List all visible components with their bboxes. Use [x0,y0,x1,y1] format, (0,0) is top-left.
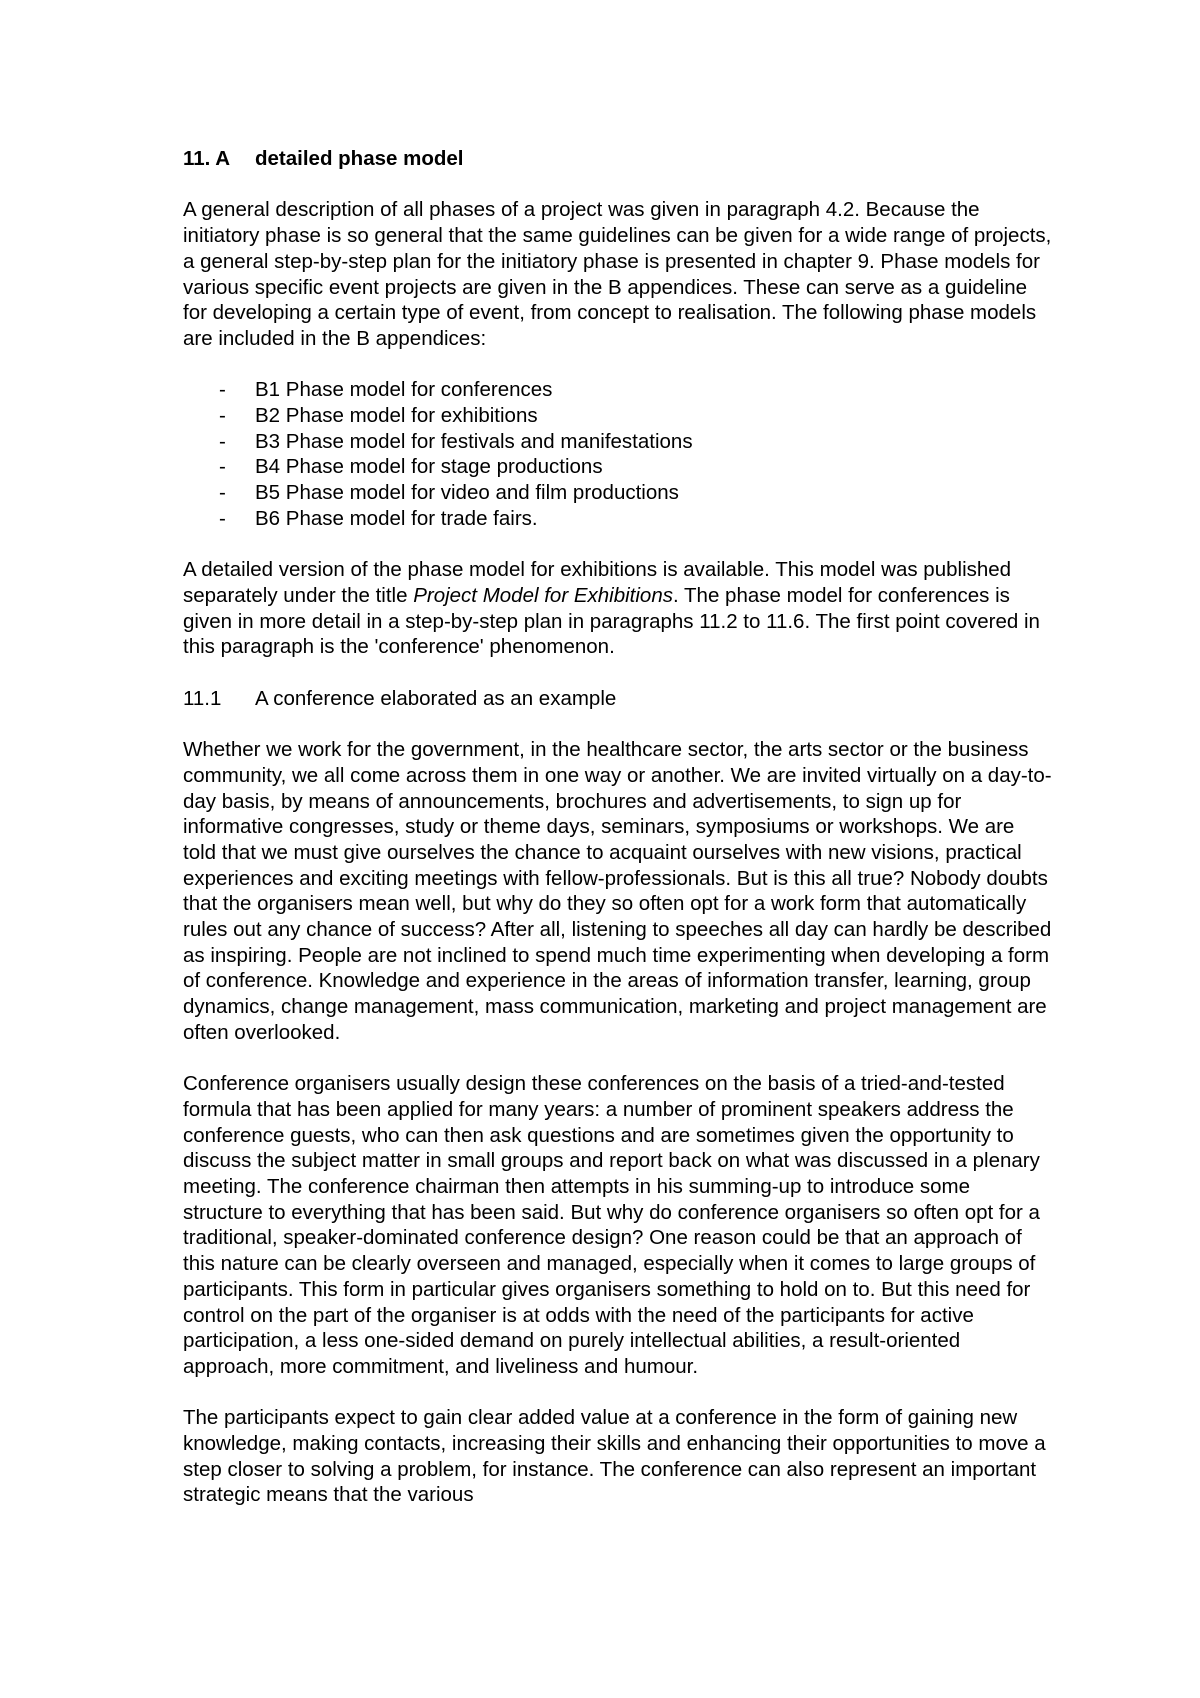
detail-text-after: . The phase model for conferences is given in more detail in a step-by-step plan in paragraphs 11.2 to 11.6. The first point covered in this paragraph is the 'conference' phenomenon. [183,583,1040,659]
document-page [183,146,1053,1534]
chapter-title: detailed phase model [255,147,464,170]
chapter-heading [183,146,1053,172]
list-item-text: B3 Phase model for festivals and manifestations [255,429,693,453]
list-item-text: B6 Phase model for trade fairs. [255,506,538,530]
section-heading [183,686,1053,712]
list-item [183,403,1053,429]
phase-model-list [183,377,1053,531]
list-item-text: B1 Phase model for conferences [255,378,553,402]
list-item [183,429,1053,455]
list-bullet: - [219,404,226,427]
list-bullet: - [219,506,226,530]
list-item-text: B2 Phase model for exhibitions [255,404,538,427]
chapter-number: 11. A [183,147,231,170]
list-item [183,377,1053,403]
publication-title: Project Model for Exhibitions [413,583,673,607]
section-number: 11.1 [183,686,222,710]
intro-paragraph: A general description of all phases of a project was given in paragraph 4.2. Because the initiatory phase is so general that the same guidelines can be given for a wide range of projects, a general step-by-step plan for the initiatory phase is presented in chapter 9. Phase models for various specific event projects are given in the B appendices. These can serve as a guideline for developing a certain type of event, from concept to realisation. The following phase models are included in the B appendices: [183,198,1052,350]
list-bullet: - [219,378,226,402]
list-bullet: - [219,481,226,505]
detail-text-before: A detailed version of the phase model for exhibitions is available. This model was published separately under the title [183,558,1012,607]
body-paragraph: The participants expect to gain clear added value at a conference in the form of gaining new knowledge, making contacts, increasing their skills and enhancing their opportunities to move a step closer to solving a problem, for instance. The conference can also represent an important strategic means that the various [183,1406,1046,1507]
list-item [183,480,1053,506]
list-item-text: B4 Phase model for stage productions [255,455,603,479]
list-item [183,506,1053,532]
detail-paragraph [183,557,1053,660]
list-item-text: B5 Phase model for video and film productions [255,481,679,505]
list-item [183,454,1053,480]
section-title: A conference elaborated as an example [255,686,617,710]
list-bullet: - [219,429,226,453]
list-bullet: - [219,455,226,479]
body-paragraph: Whether we work for the government, in the healthcare sector, the arts sector or the business community, we all come across them in one way or another. We are invited virtually on a day-to-day basis, by means of announcements, brochures and advertisements, to sign up for informative congresses, study or theme days, seminars, symposiums or workshops. We are told that we must give ourselves the chance to acquaint ourselves with new visions, practical experiences and exciting meetings with fellow-professionals. But is this all true? Nobody doubts that the organisers mean well, but why do they so often opt for a work form that automatically rules out any chance of success? After all, listening to speeches all day can hardly be described as inspiring. People are not inclined to spend much time experimenting when developing a form of conference. Knowledge and experience in the areas of information transfer, learning, group dynamics, change management, mass communication, marketing and project management are often overlooked. [183,738,1052,1044]
body-paragraph: Conference organisers usually design these conferences on the basis of a tried-and-tested formula that has been applied for many years: a number of prominent speakers address the conference guests, who can then ask questions and are sometimes given the opportunity to discuss the subject matter in small groups and report back on what was discussed in a plenary meeting. The conference chairman then attempts in his summing-up to introduce some structure to everything that has been said. But why do conference organisers so often opt for a traditional, speaker-dominated conference design? One reason could be that an approach of this nature can be clearly overseen and managed, especially when it comes to large groups of participants. This form in particular gives organisers something to hold on to. But this need for control on the part of the organiser is at odds with the need of the participants for active participation, a less one-sided demand on purely intellectual abilities, a result-oriented approach, more commitment, and liveliness and humour. [183,1072,1040,1378]
